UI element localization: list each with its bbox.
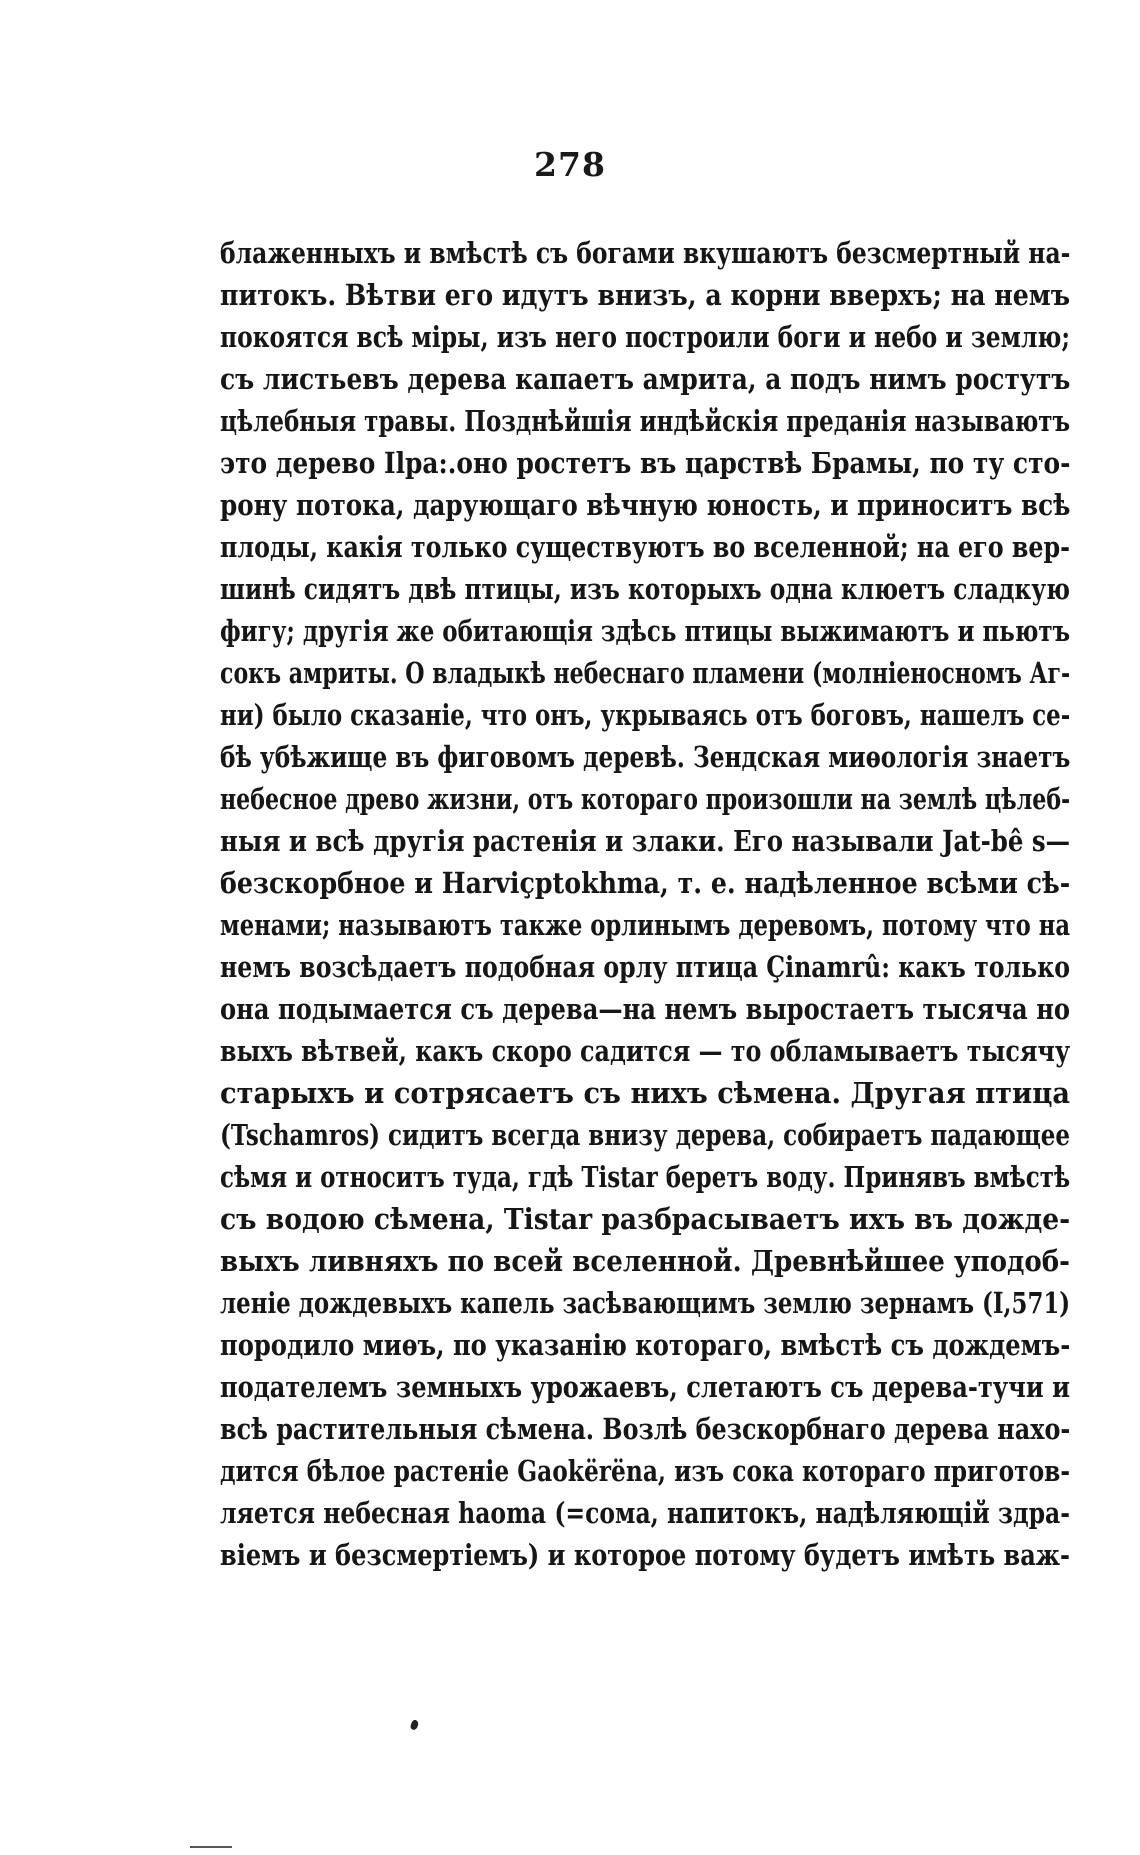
text-line: сѣмя и относитъ туда, гдѣ Tistar беретъ воду. Принявъ вмѣстѣ (220, 1160, 1071, 1194)
text-line: рону потока, дарующаго вѣчную юность, и приноситъ всѣ (220, 488, 1071, 522)
text-line: съ листьевъ дерева капаетъ амрита, а подъ нимъ ростутъ (220, 362, 1071, 396)
text-line: сокъ амриты. О владыкѣ небеснаго пламени (молніеносномъ Аг- (220, 656, 1071, 690)
page-edge-mark (190, 1846, 232, 1848)
text-line: фигу; другія же обитающія здѣсь птицы выжимаютъ и пьютъ (220, 614, 1071, 648)
text-line: немъ возсѣдаетъ подобная орлу птица Çinamrû: какъ только (220, 950, 1071, 984)
text-line: покоятся всѣ міры, изъ него построили боги и небо и землю; (220, 320, 1071, 354)
text-line: это дерево Ilpa:.оно ростетъ въ царствѣ Брамы, по ту сто- (220, 446, 1071, 480)
text-line: безскорбное и Harviçptokhma, т. е. надѣленное всѣми сѣ- (220, 866, 1071, 900)
text-line: віемъ и безсмертіемъ) и которое потому будетъ имѣть важ- (220, 1538, 1071, 1572)
text-line: выхъ вѣтвей, какъ скоро садится — то обламываетъ тысячу (220, 1034, 1071, 1068)
text-line: всѣ растительныя сѣмена. Возлѣ безскорбнаго дерева нахо- (220, 1412, 1071, 1446)
text-line: породило миѳъ, по указанію котораго, вмѣстѣ съ дождемъ- (220, 1328, 1071, 1362)
page-number: 278 (534, 145, 606, 184)
text-line: ляется небесная haoma (=сома, напитокъ, надѣляющій здра- (220, 1496, 1070, 1530)
text-line: выхъ ливняхъ по всей вселенной. Древнѣйшее уподоб- (220, 1244, 1070, 1278)
text-line: менами; называютъ также орлинымъ деревомъ, потому что на (220, 908, 1071, 942)
text-line: плоды, какія только существуютъ во вселенной; на его вер- (220, 530, 1071, 564)
text-line: дится бѣлое растеніе Gaokërëna, изъ сока котораго приготов- (220, 1454, 1070, 1488)
text-line: ни) было сказаніе, что онъ, укрываясь отъ боговъ, нашелъ се- (220, 698, 1071, 732)
text-line: леніе дождевыхъ капель засѣвающимъ землю зернамъ (I,571) (220, 1286, 1071, 1320)
text-line: шинѣ сидятъ двѣ птицы, изъ которыхъ одна клюетъ сладкую (220, 572, 1071, 606)
text-line: съ водою сѣмена, Tistar разбрасываетъ ихъ въ дожде- (220, 1202, 1071, 1236)
text-line: питокъ. Вѣтви его идутъ внизъ, а корни вверхъ; на немъ (220, 278, 1071, 312)
text-line: подателемъ земныхъ урожаевъ, слетаютъ съ дерева-тучи и (220, 1370, 1071, 1404)
text-line: старыхъ и сотрясаетъ съ нихъ сѣмена. Другая птица (220, 1076, 1070, 1110)
text-line: небесное древо жизни, отъ котораго произошли на землѣ цѣлеб- (220, 782, 1071, 816)
text-line: бѣ убѣжище въ фиговомъ деревѣ. Зендская миѳологія знаетъ (220, 740, 1071, 774)
text-line: цѣлебныя травы. Позднѣйшія индѣйскія преданія называютъ (220, 404, 1071, 438)
text-line: блаженныхъ и вмѣстѣ съ богами вкушаютъ безсмертный на- (220, 236, 1071, 270)
ink-speck (409, 1719, 420, 1731)
body-text (220, 232, 1070, 1576)
text-line: ныя и всѣ другія растенія и злаки. Его называли Jat-bê s— (220, 824, 1071, 858)
text-line: (Tschamros) сидитъ всегда внизу дерева, собираетъ падающее (220, 1118, 1071, 1152)
text-line: она подымается съ дерева—на немъ выростаетъ тысяча но (220, 992, 1071, 1026)
